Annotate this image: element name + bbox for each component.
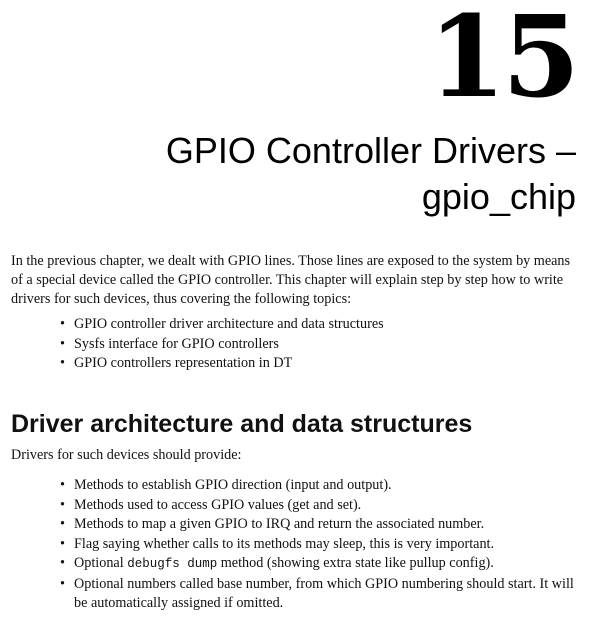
topics-list [60, 315, 584, 374]
list-item: • GPIO controller driver architecture and data structures [74, 315, 584, 335]
list-item: • Optional numbers called base number, from which GPIO numbering should start. It will be automatically assigned if omitted. [74, 575, 584, 614]
list-item: • Methods to map a given GPIO to IRQ and return the associated number. [74, 515, 584, 535]
list-item: • Methods used to access GPIO values (get and set). [74, 496, 584, 516]
list-item [74, 554, 584, 575]
requirements-list [60, 476, 584, 614]
intro-paragraph: In the previous chapter, we dealt with GPIO lines. Those lines are exposed to the system by means of a special device called the GPIO controller. This chapter will explain step by step how to write drivers for such devices, thus covering the following topics: [11, 253, 571, 307]
list-item: • Methods to establish GPIO direction (input and output). [74, 476, 584, 496]
chapter-title-line-2: gpio_chip [421, 176, 576, 217]
list-item-text: method (showing extra state like pullup config). [217, 555, 494, 571]
inline-code: debugfs dump [127, 557, 218, 571]
section-intro: Drivers for such devices should provide: [11, 447, 242, 463]
section-heading: Driver architecture and data structures [11, 410, 473, 438]
list-item: • GPIO controllers representation in DT [74, 354, 584, 374]
chapter-title [16, 128, 576, 220]
list-item-text: Optional [74, 555, 128, 571]
chapter-title-line-1: GPIO Controller Drivers – [165, 130, 576, 171]
list-item: • Flag saying whether calls to its methods may sleep, this is very important. [74, 535, 584, 555]
list-item: • Sysfs interface for GPIO controllers [74, 335, 584, 355]
chapter-number: 15 [428, 0, 576, 123]
